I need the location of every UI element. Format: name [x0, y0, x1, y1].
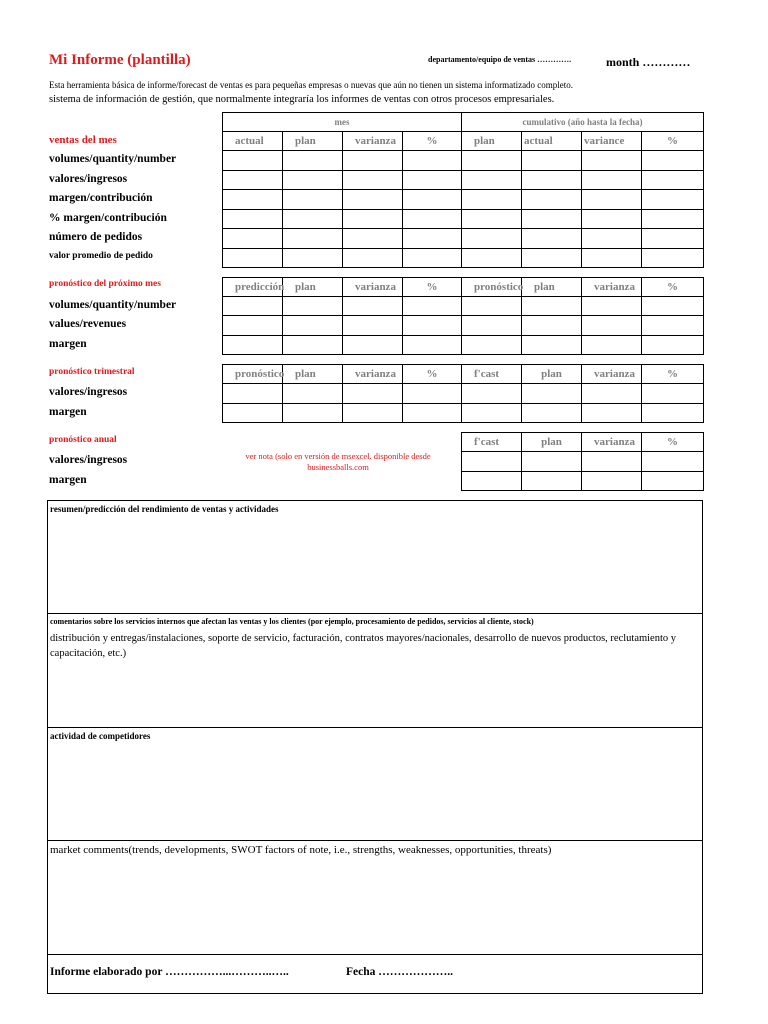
row-label: volumes/quantity/number: [49, 299, 177, 311]
month-field: month …………: [606, 55, 691, 69]
table-cell[interactable]: [462, 229, 522, 249]
table-cell[interactable]: [582, 336, 642, 355]
table-cell[interactable]: [223, 384, 283, 404]
table-cell[interactable]: [223, 210, 283, 229]
table-cell[interactable]: [343, 151, 403, 171]
row-label: % margen/contribución: [49, 212, 167, 224]
table-cell[interactable]: [283, 297, 343, 316]
section-label-ventas: ventas del mes: [49, 134, 117, 146]
table-cell[interactable]: [522, 229, 582, 249]
row-label: valor promedio de pedido: [49, 251, 153, 261]
table-cell[interactable]: [582, 472, 642, 491]
department-field: departamento/equipo de ventas ………….: [428, 55, 572, 64]
table-cell[interactable]: [582, 297, 642, 316]
table-cell[interactable]: [582, 171, 642, 190]
table-cell[interactable]: [522, 190, 582, 210]
table-cell[interactable]: [343, 229, 403, 249]
table-ventas-del-mes: [222, 112, 704, 268]
table-cell[interactable]: [522, 452, 582, 472]
internal-services-heading: comentarios sobre los servicios internos que afectan las ventas y los clientes (por ejemplo, procesamiento de pedidos, servicios al cliente, stock): [50, 617, 534, 626]
table-cell[interactable]: [522, 151, 582, 171]
page-title: Mi Informe (plantilla): [49, 52, 191, 68]
summary-heading: resumen/predicción del rendimiento de ventas y actividades: [50, 504, 279, 514]
date-field[interactable]: Fecha ………………..: [346, 966, 454, 978]
table-cell[interactable]: [403, 336, 462, 355]
table-cell[interactable]: [403, 384, 462, 404]
table-cell[interactable]: [642, 210, 704, 229]
section-label-trimestral: pronóstico trimestral: [49, 367, 135, 377]
column-header: varianza: [582, 433, 642, 452]
column-header: varianza: [343, 278, 403, 297]
table-cell[interactable]: [403, 404, 462, 423]
group-header-mes: mes: [223, 113, 462, 132]
row-label: margen: [49, 406, 87, 418]
table-cell[interactable]: [582, 316, 642, 336]
table-cell[interactable]: [403, 297, 462, 316]
row-label: volumes/quantity/number: [49, 153, 177, 165]
table-cell[interactable]: [642, 297, 704, 316]
table-cell[interactable]: [522, 210, 582, 229]
table-cell[interactable]: [223, 297, 283, 316]
column-header: variance: [582, 132, 642, 151]
column-header: %: [403, 365, 462, 384]
table-cell[interactable]: [283, 171, 343, 190]
table-cell[interactable]: [343, 316, 403, 336]
table-cell[interactable]: [642, 249, 704, 268]
table-cell[interactable]: [642, 151, 704, 171]
table-cell[interactable]: [403, 190, 462, 210]
row-label: margen: [49, 474, 87, 486]
intro-line-2: sistema de información de gestión, que normalmente integraría los informes de ventas con otros procesos empresariales.: [49, 94, 555, 105]
intro-line-1: Esta herramienta básica de informe/forecast de ventas es para pequeñas empresas o nuevas que aún no tienen un sistema informatizado completo.: [49, 80, 574, 90]
table-cell[interactable]: [223, 316, 283, 336]
table-cell[interactable]: [223, 249, 283, 268]
table-cell[interactable]: [462, 151, 522, 171]
prepared-by-field[interactable]: Informe elaborado por ……………...………..…..: [50, 966, 289, 978]
section-label-anual: pronóstico anual: [49, 435, 117, 445]
table-cell[interactable]: [343, 297, 403, 316]
table-cell[interactable]: [582, 210, 642, 229]
table-cell[interactable]: [283, 384, 343, 404]
table-cell[interactable]: [223, 336, 283, 355]
competitors-heading: actividad de competidores: [50, 731, 151, 741]
table-cell[interactable]: [283, 336, 343, 355]
table-cell[interactable]: [462, 249, 522, 268]
column-header: pronóstico: [223, 365, 283, 384]
internal-services-box[interactable]: [47, 613, 703, 728]
competitors-box[interactable]: [47, 727, 703, 841]
table-cell[interactable]: [522, 404, 582, 423]
footer-box: [47, 954, 703, 994]
table-cell[interactable]: [403, 249, 462, 268]
column-header: %: [403, 278, 462, 297]
column-header: f'cast: [462, 365, 522, 384]
column-header: plan: [462, 132, 522, 151]
column-header: actual: [223, 132, 283, 151]
table-cell[interactable]: [582, 404, 642, 423]
table-cell[interactable]: [522, 249, 582, 268]
column-header: f'cast: [462, 433, 522, 452]
table-cell[interactable]: [462, 190, 522, 210]
column-header: plan: [522, 433, 582, 452]
table-cell[interactable]: [522, 297, 582, 316]
column-header: pronóstico: [462, 278, 522, 297]
table-cell[interactable]: [223, 404, 283, 423]
table-cell[interactable]: [343, 384, 403, 404]
table-cell[interactable]: [582, 249, 642, 268]
table-cell[interactable]: [642, 171, 704, 190]
summary-box[interactable]: [47, 500, 703, 614]
table-cell[interactable]: [343, 249, 403, 268]
column-header: plan: [522, 365, 582, 384]
excel-note: ver nota (solo en versión de msexcel. disponible desde businessballs.com: [245, 451, 431, 472]
table-cell[interactable]: [642, 384, 704, 404]
table-cell[interactable]: [582, 452, 642, 472]
row-label: valores/ingresos: [49, 454, 128, 466]
internal-services-text: distribución y entregas/instalaciones, soporte de servicio, facturación, contratos mayores/nacionales, desarrollo de nuevos productos, reclutamiento y capacitación, etc.): [50, 633, 677, 659]
section-label-proximo-mes: pronóstico del próximo mes: [49, 279, 161, 289]
table-cell[interactable]: [403, 151, 462, 171]
column-header: plan: [283, 278, 343, 297]
row-label: número de pedidos: [49, 231, 143, 243]
market-comments-heading: market comments(trends, developments, SWOT factors of note, i.e., strengths, weaknesses, opportunities, threats): [50, 844, 552, 856]
column-header: %: [642, 433, 704, 452]
table-cell[interactable]: [642, 190, 704, 210]
table-cell[interactable]: [642, 452, 704, 472]
column-header: plan: [522, 278, 582, 297]
table-cell[interactable]: [522, 336, 582, 355]
table-cell[interactable]: [343, 171, 403, 190]
table-cell[interactable]: [283, 210, 343, 229]
table-cell[interactable]: [462, 210, 522, 229]
table-pronostico-trimestral: [222, 364, 704, 423]
table-cell[interactable]: [283, 249, 343, 268]
table-cell[interactable]: [462, 404, 522, 423]
column-header: %: [642, 365, 704, 384]
column-header: %: [403, 132, 462, 151]
table-cell[interactable]: [223, 151, 283, 171]
table-cell[interactable]: [642, 229, 704, 249]
row-label: valores/ingresos: [49, 386, 128, 398]
column-header: plan: [283, 132, 343, 151]
table-cell[interactable]: [462, 472, 522, 491]
column-header: plan: [283, 365, 343, 384]
table-cell[interactable]: [582, 384, 642, 404]
column-header: varianza: [343, 365, 403, 384]
table-cell[interactable]: [462, 336, 522, 355]
table-cell[interactable]: [462, 171, 522, 190]
table-pronostico-proximo-mes: [222, 277, 704, 355]
table-cell[interactable]: [462, 384, 522, 404]
table-cell[interactable]: [582, 229, 642, 249]
row-label: margen: [49, 338, 87, 350]
table-cell[interactable]: [223, 229, 283, 249]
group-header-cumulativo: cumulativo (año hasta la fecha): [462, 113, 704, 132]
table-cell[interactable]: [642, 316, 704, 336]
table-cell[interactable]: [522, 384, 582, 404]
table-pronostico-anual: [461, 432, 704, 491]
table-cell[interactable]: [283, 404, 343, 423]
table-cell[interactable]: [283, 190, 343, 210]
table-cell[interactable]: [522, 316, 582, 336]
table-cell[interactable]: [642, 472, 704, 491]
table-cell[interactable]: [642, 404, 704, 423]
table-cell[interactable]: [343, 404, 403, 423]
table-cell[interactable]: [403, 171, 462, 190]
table-cell[interactable]: [283, 229, 343, 249]
table-cell[interactable]: [522, 171, 582, 190]
table-cell[interactable]: [223, 190, 283, 210]
market-comments-box[interactable]: [47, 840, 703, 955]
table-cell[interactable]: [462, 452, 522, 472]
table-cell[interactable]: [283, 316, 343, 336]
table-cell[interactable]: [403, 316, 462, 336]
table-cell[interactable]: [403, 229, 462, 249]
table-cell[interactable]: [582, 190, 642, 210]
row-label: values/revenues: [49, 318, 127, 330]
table-cell[interactable]: [343, 190, 403, 210]
column-header: varianza: [582, 365, 642, 384]
table-cell[interactable]: [462, 297, 522, 316]
table-cell[interactable]: [343, 336, 403, 355]
table-cell[interactable]: [283, 151, 343, 171]
column-header: %: [642, 132, 704, 151]
column-header: predicción: [223, 278, 283, 297]
table-cell[interactable]: [582, 151, 642, 171]
table-cell[interactable]: [522, 472, 582, 491]
column-header: %: [642, 278, 704, 297]
column-header: varianza: [582, 278, 642, 297]
table-cell[interactable]: [343, 210, 403, 229]
row-label: valores/ingresos: [49, 173, 128, 185]
table-cell[interactable]: [642, 336, 704, 355]
row-label: margen/contribución: [49, 192, 153, 204]
table-cell[interactable]: [403, 210, 462, 229]
table-cell[interactable]: [462, 316, 522, 336]
column-header: varianza: [343, 132, 403, 151]
table-cell[interactable]: [223, 171, 283, 190]
column-header: actual: [522, 132, 582, 151]
